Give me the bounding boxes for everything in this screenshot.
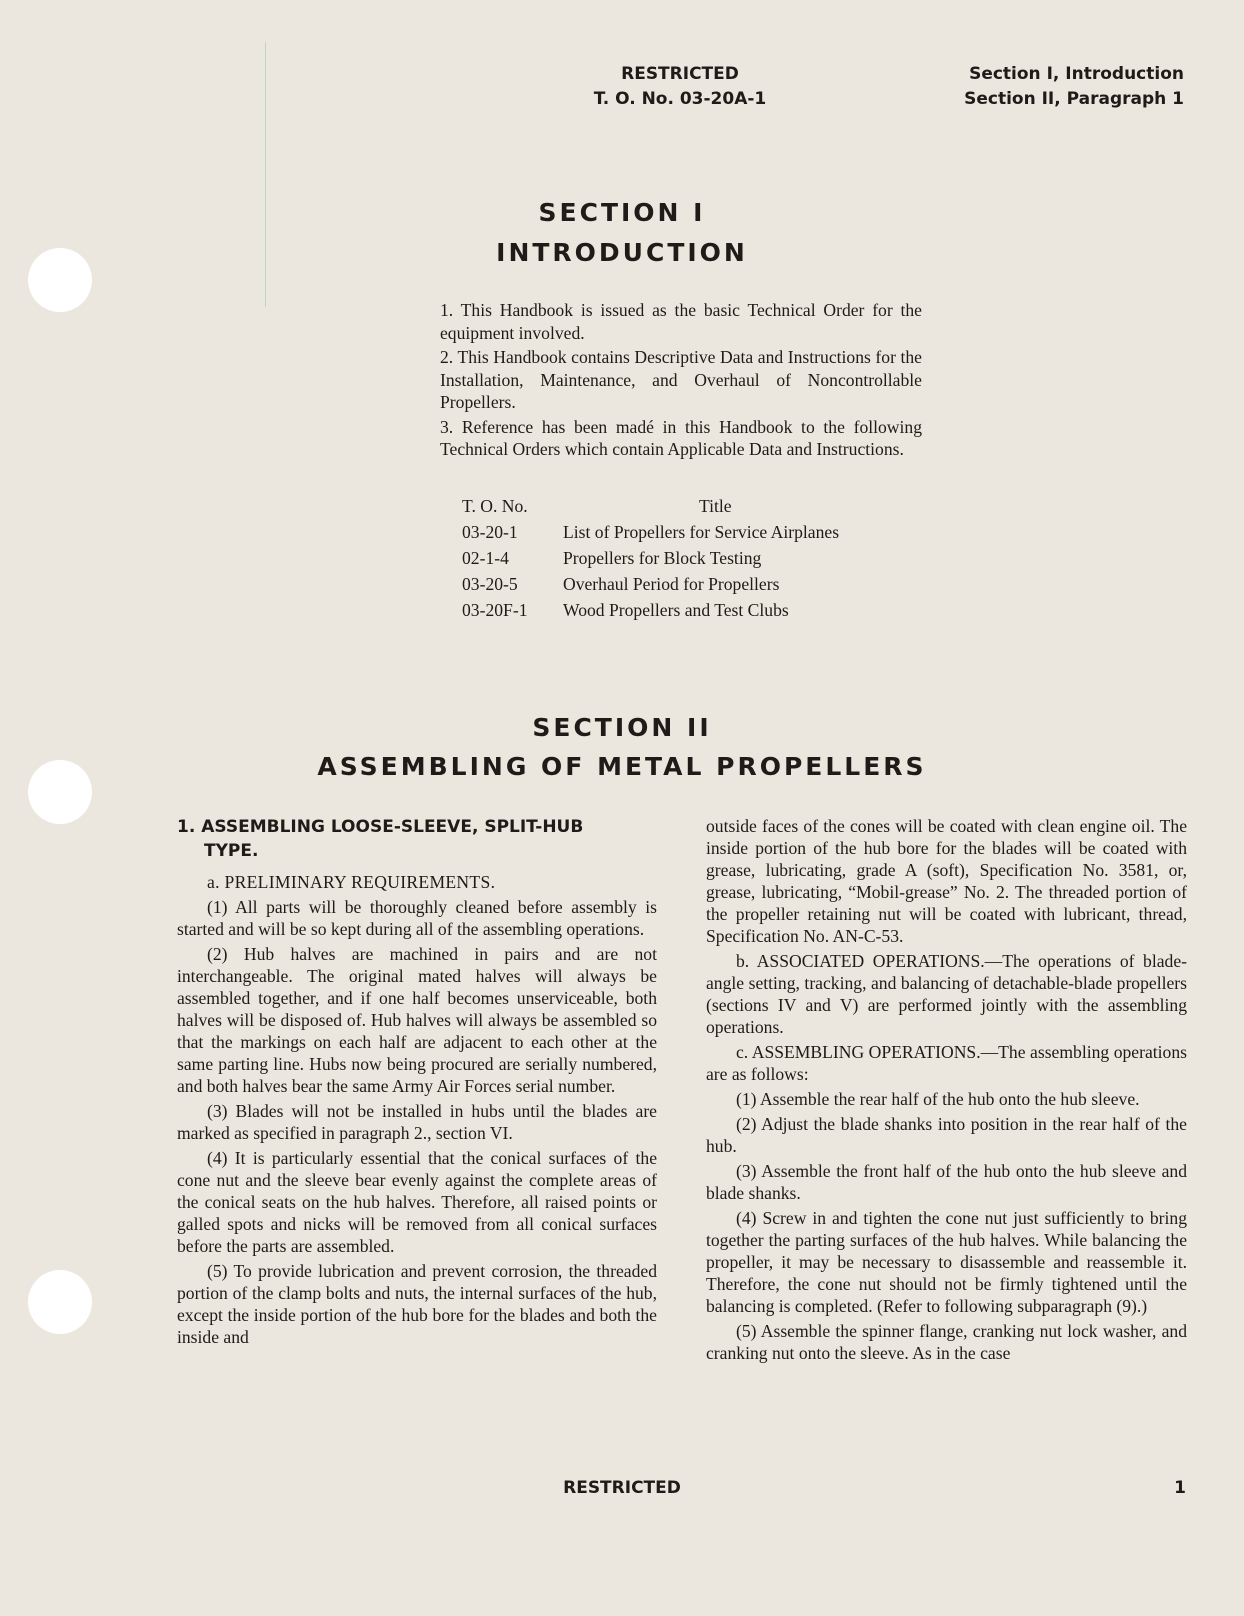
left-column [177,815,657,1351]
table-cell-title: List of Propellers for Service Airplanes [563,522,840,542]
intro-paragraph-2: 2. This Handbook contains Descriptive Data and Instructions for the Installation, Maintenance, and Overhaul of Noncontrollable Propellers. [440,347,922,412]
header-center [530,62,830,112]
table-header-row [462,496,839,522]
left-paragraph-2: (2) Hub halves are machined in pairs and are not interchangeable. The original mated halves will always be assembled together, and if one half becomes unserviceable, both halves will be disposed of. Hub halves will always be assembled so that the markings on each half are adjacent to each other at the same parting line. Hubs now being procured are serially numbered, and both halves bear the same Army Air Forces serial number. [177,944,657,1096]
page-number: 1 [1174,1478,1186,1498]
paragraph-b-associated-operations: b. ASSOCIATED OPERATIONS.—The operations of blade-angle setting, tracking, and balancing of detachable-blade propellers (sections IV and V) are performed jointly with the assembling operations. [706,951,1187,1037]
technical-orders-table [462,496,839,626]
right-paragraph-3: (3) Assemble the front half of the hub onto the hub sleeve and blade shanks. [706,1161,1187,1203]
section2-title: SECTION II [532,713,712,742]
header-to-number: T. O. No. 03-20A-1 [593,89,767,109]
paragraph-c-assembling-operations: c. ASSEMBLING OPERATIONS.—The assembling operations are as follows: [706,1042,1187,1084]
table-row [462,548,839,574]
intro-paragraph-1: 1. This Handbook is issued as the basic Technical Order for the equipment involved. [440,300,922,343]
header-section-i: Section I, Introduction [969,64,1184,84]
right-paragraph-4: (4) Screw in and tighten the cone nut just sufficiently to bring together the parting surfaces of the hub halves. While balancing the propeller, it may be necessary to disassemble and reassemble it. Therefore, the cone nut should not be firmly tightened until the balancing is completed. (Refer to following subparagraph (9).) [706,1208,1187,1316]
left-paragraph-5: (5) To provide lubrication and prevent corrosion, the threaded portion of the clamp bolts and nuts, the internal surfaces of the hub, except the inside portion of the hub bore for the blades and both the inside and [177,1261,657,1347]
table-cell-to-no: 03-20-1 [462,522,518,542]
subhead-preliminary-requirements: a. PRELIMINARY REQUIREMENTS. [207,872,496,892]
right-column [706,815,1187,1367]
paragraph-1-heading-line1: 1. ASSEMBLING LOOSE-SLEEVE, SPLIT-HUB [177,817,584,837]
table-row [462,522,839,548]
intro-paragraph-3: 3. Reference has been madé in this Handbook to the following Technical Orders which contain Applicable Data and Instructions. [440,416,922,459]
header-section-ii: Section II, Paragraph 1 [964,89,1184,109]
table-cell-to-no: 03-20F-1 [462,600,528,620]
header-right [964,62,1184,112]
table-cell-to-no: 03-20-5 [462,574,518,594]
right-paragraph-2: (2) Adjust the blade shanks into position in the rear half of the hub. [706,1114,1187,1156]
table-cell-title: Overhaul Period for Propellers [563,574,780,594]
table-cell-to-no: 02-1-4 [462,548,509,568]
section2-subtitle: ASSEMBLING OF METAL PROPELLERS [317,752,927,781]
table-row [462,574,839,600]
left-paragraph-3: (3) Blades will not be installed in hubs until the blades are marked as specified in paragraph 2., section VI. [177,1101,657,1143]
header-restricted: RESTRICTED [621,64,739,84]
right-continuation: outside faces of the cones will be coated with clean engine oil. The inside portion of the hub bore for the blades will be coated with grease, lubricating, grade A (soft), Specification No. 3581, or, grease, lubricating, “Mobil-grease” No. 2. The threaded portion of the propeller retaining nut will be coated with lubricant, thread, Specification No. AN-C-53. [706,816,1187,946]
table-header-to-no: T. O. No. [462,496,528,516]
margin-line [265,42,266,307]
punch-hole-bottom [28,1270,92,1334]
paragraph-1-heading [177,815,657,863]
section1-title: SECTION I [538,198,706,227]
table-cell-title: Propellers for Block Testing [563,548,762,568]
right-paragraph-5: (5) Assemble the spinner flange, cranking nut lock washer, and cranking nut onto the sleeve. As in the case [706,1321,1187,1363]
table-cell-title: Wood Propellers and Test Clubs [563,600,789,620]
table-row [462,600,839,626]
left-paragraph-1: (1) All parts will be thoroughly cleaned before assembly is started and will be so kept during all of the assembling operations. [177,897,657,939]
paragraph-1-heading-line2: TYPE. [204,841,259,861]
intro-paragraphs [440,299,922,463]
table-header-title: Title [699,496,732,516]
right-paragraph-1: (1) Assemble the rear half of the hub onto the hub sleeve. [736,1089,1140,1109]
section1-subtitle: INTRODUCTION [496,238,748,267]
left-paragraph-4: (4) It is particularly essential that the conical surfaces of the cone nut and the sleeve bear evenly against the complete areas of the conical seats on the hub halves. Therefore, all raised points or galled spots and nicks will be removed from all conical surfaces before the parts are assembled. [177,1148,657,1256]
footer-restricted: RESTRICTED [563,1478,681,1498]
